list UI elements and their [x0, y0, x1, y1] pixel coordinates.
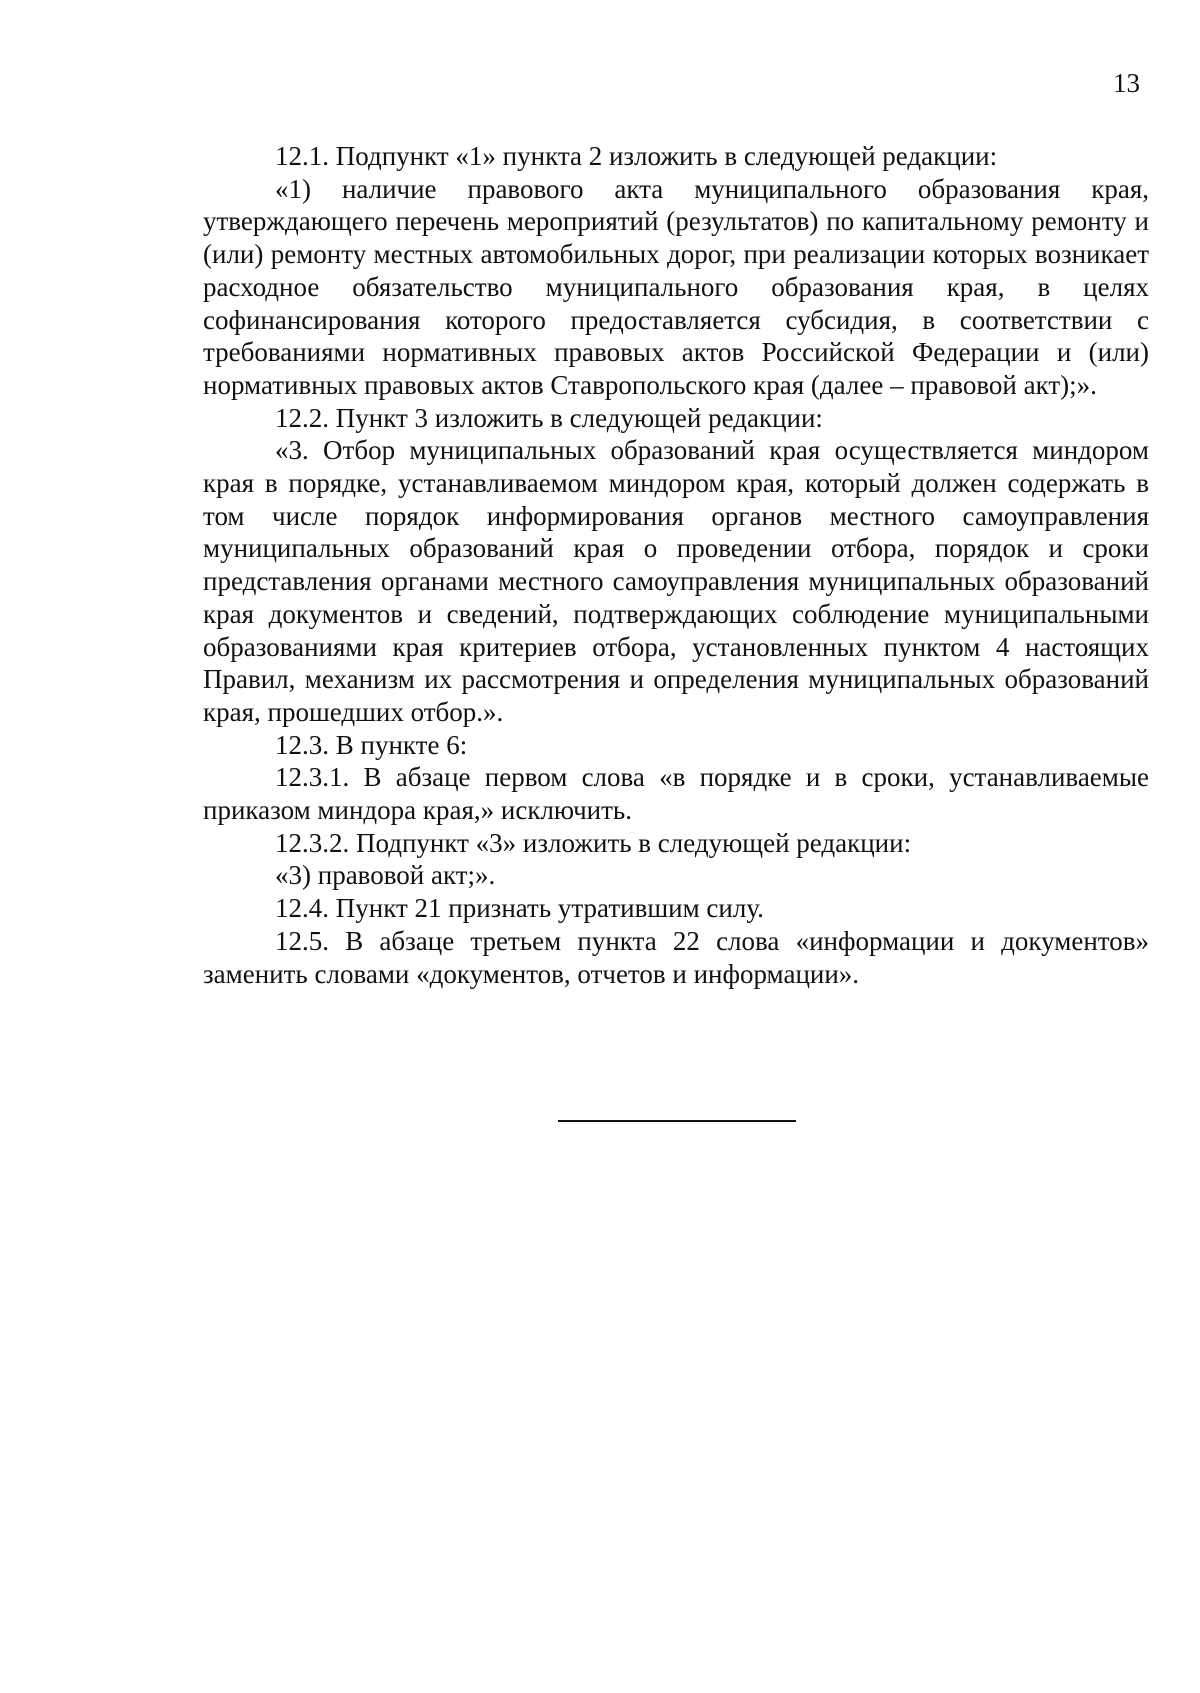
paragraph-12-5: 12.5. В абзаце третьем пункта 22 слова «информации и документов» заменить словами «документов, отчетов и информации». [203, 925, 1149, 989]
paragraph-12-4: 12.4. Пункт 21 признать утратившим силу. [275, 893, 764, 924]
end-of-text-rule [558, 1120, 796, 1122]
paragraph-12-3-2-text: «3) правовой акт;». [275, 860, 496, 891]
document-body [203, 140, 1149, 990]
paragraph-12-1-text: «1) наличие правового акта муниципального образования края, утверждающего перечень мероприятий (результатов) по капитальному ремонту и (или) ремонту местных автомобильных дорог, при реализации которых возникает расходное обязательство муниципального образования края, в целях софинансирования которого предоставляется субсидия, в соответствии с требованиями нормативных правовых актов Российской Федерации и (или) нормативных правовых актов Ставропольского края (далее – правовой акт);». [203, 173, 1149, 400]
page-number: 13 [1113, 68, 1140, 98]
paragraph-12-3-2: 12.3.2. Подпункт «3» изложить в следующей редакции: [275, 827, 912, 858]
paragraph-12-2-text: «3. Отбор муниципальных образований края осуществляется миндором края в порядке, устанавливаемом миндором края, который должен содержать в том числе порядок информирования органов местного самоуправления муниципальных образований края о проведении отбора, порядок и сроки представления органами местного самоуправления муниципальных образований края документов и сведений, подтверждающих соблюдение муниципальными образованиями края критериев отбора, установленных пунктом 4 настоящих Правил, механизм их рассмотрения и определения муниципальных образований края, прошедших отбор.». [203, 435, 1149, 727]
paragraph-12-3-1: 12.3.1. В абзаце первом слова «в порядке и в сроки, устанавливаемые приказом миндора края,» исключить. [203, 762, 1149, 826]
paragraph-12-2: 12.2. Пункт 3 изложить в следующей редакции: [275, 402, 823, 433]
paragraph-12-3: 12.3. В пункте 6: [275, 729, 468, 760]
paragraph-12-1: 12.1. Подпункт «1» пункта 2 изложить в следующей редакции: [275, 141, 998, 171]
